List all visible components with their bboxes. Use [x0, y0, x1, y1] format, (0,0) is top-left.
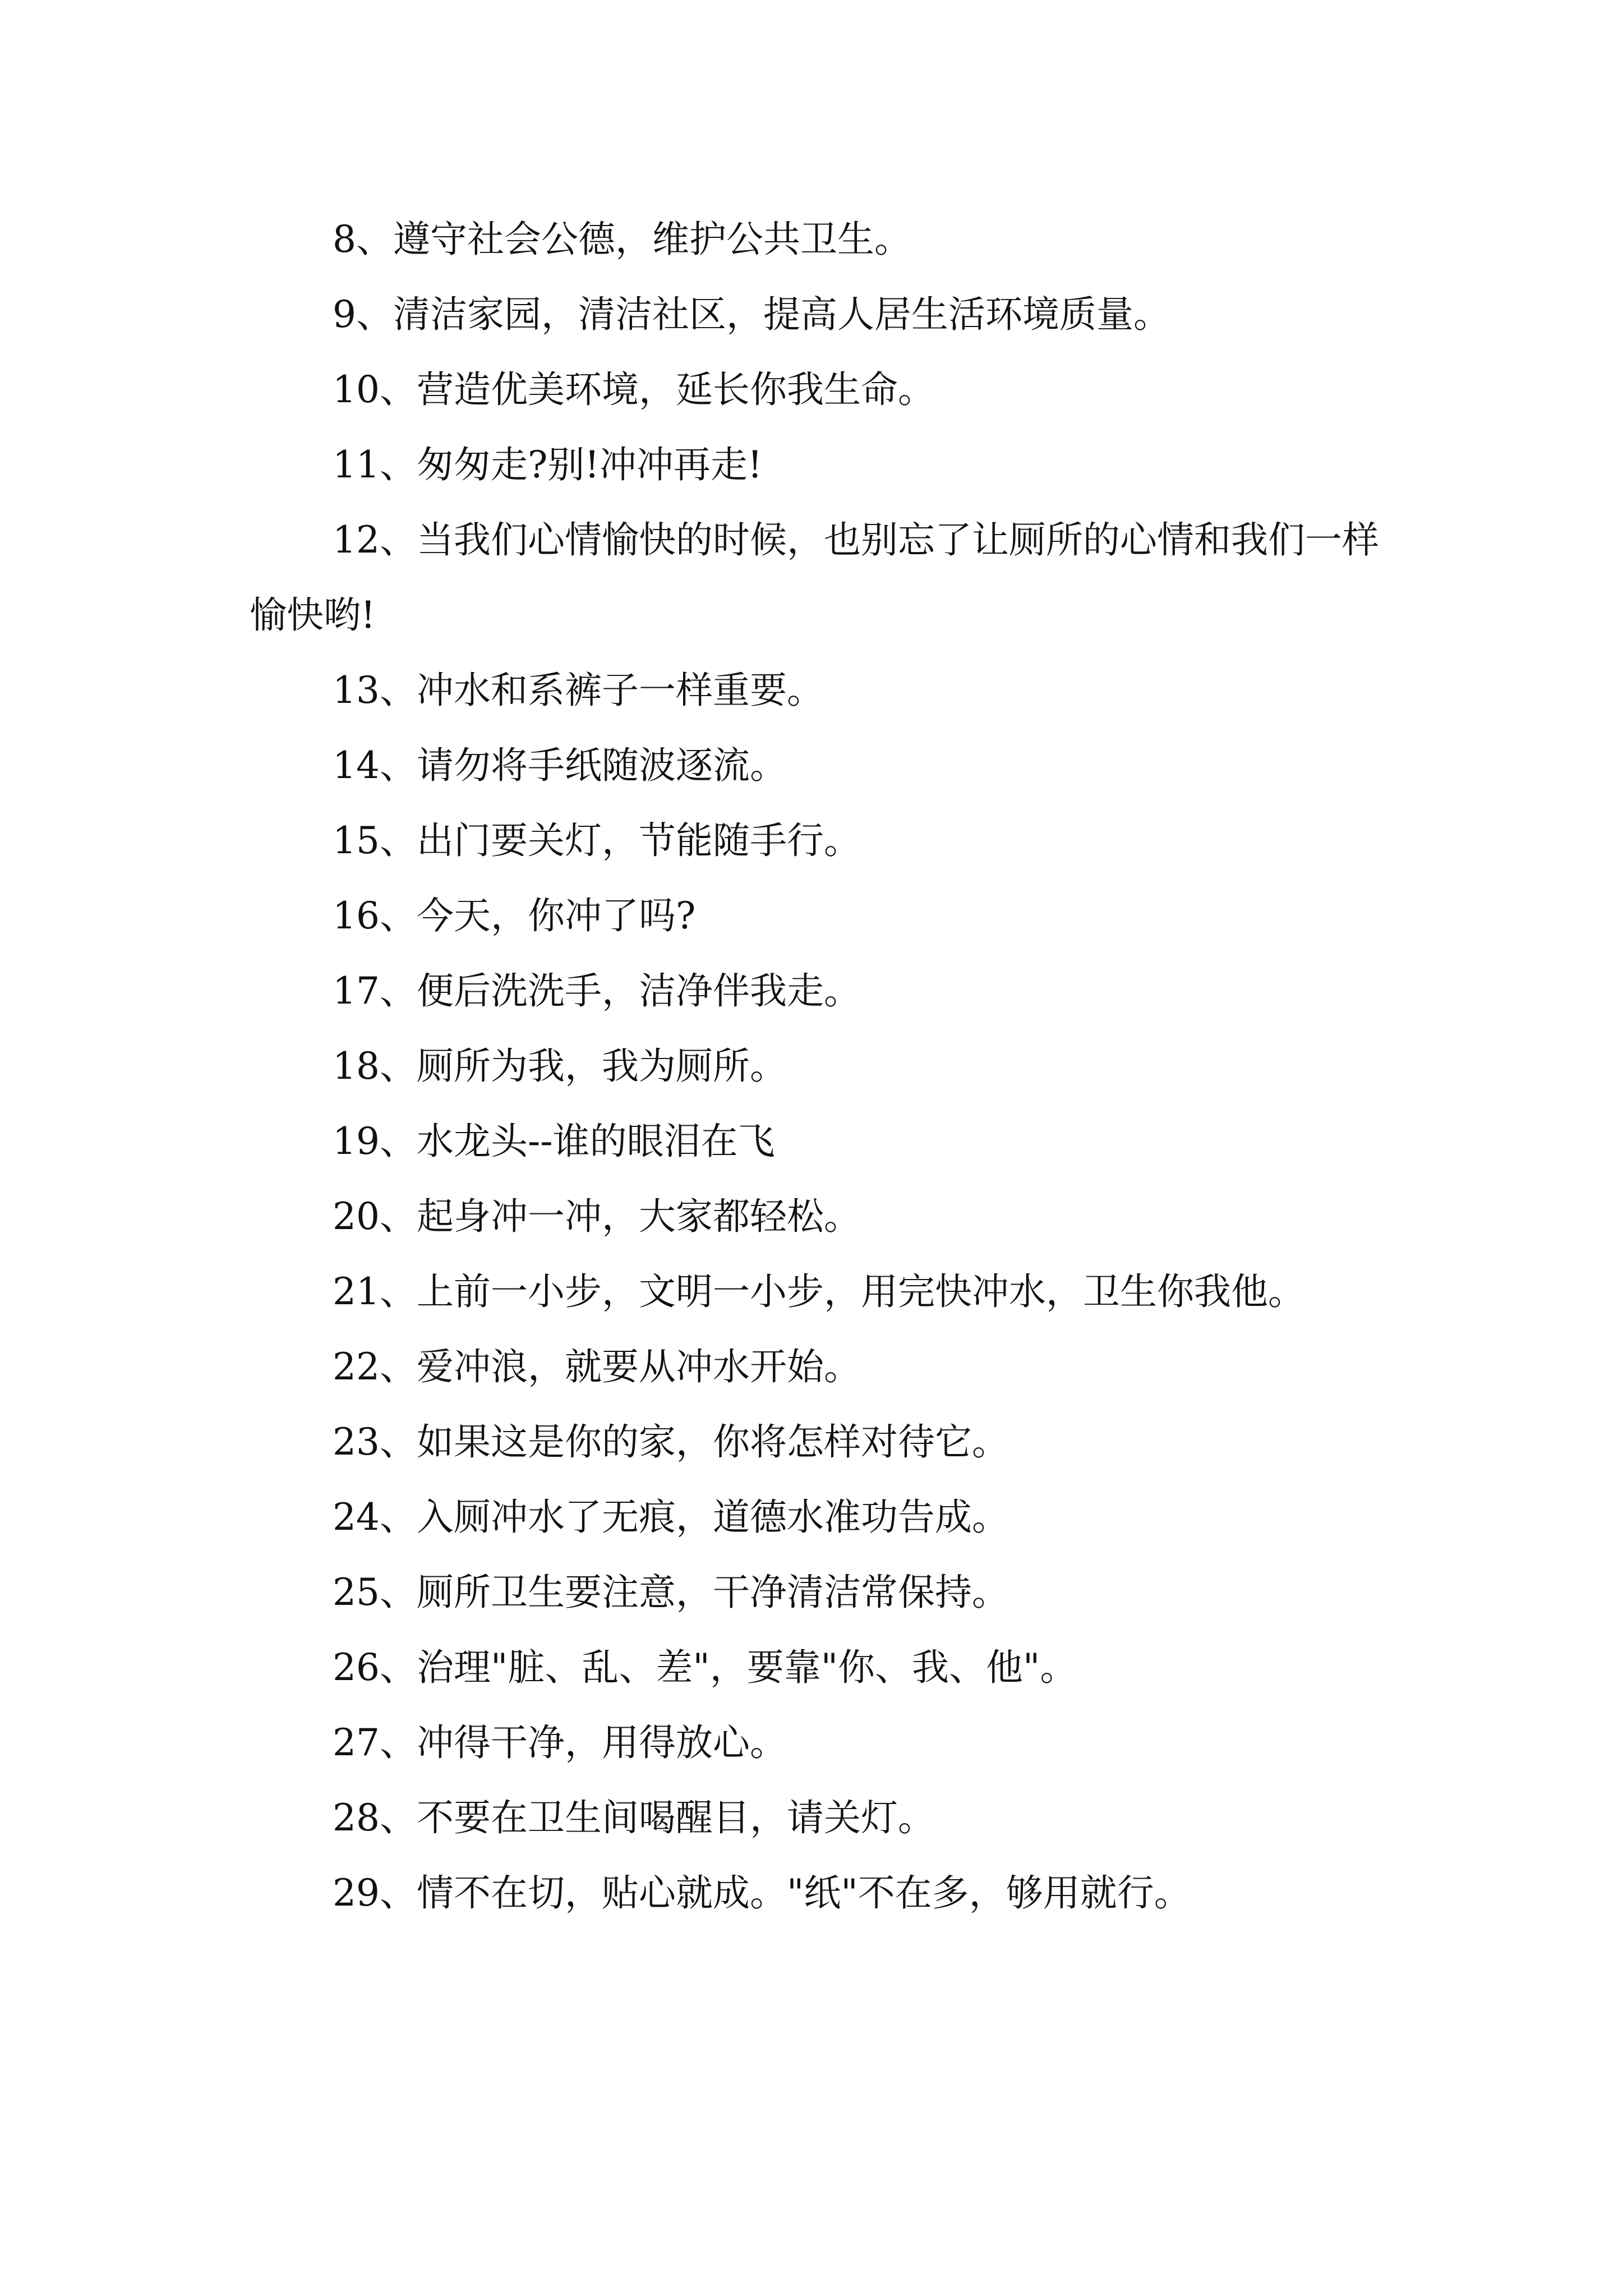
- list-item: 17、便后洗洗手，洁净伴我走。: [333, 969, 861, 1013]
- list-item: 10、营造优美环境，延长你我生命。: [333, 368, 935, 411]
- list-item: 8、遵守社会公德，维护公共卫生。: [333, 218, 911, 261]
- list-item: 22、爱冲浪，就要从冲水开始。: [333, 1345, 861, 1388]
- list-item: 15、出门要关灯，节能随手行。: [333, 819, 861, 862]
- list-item: 9、清洁家园，清洁社区，提高人居生活环境质量。: [333, 293, 1170, 336]
- list-item: 25、厕所卫生要注意，干净清洁常保持。: [333, 1571, 1009, 1614]
- list-item: 19、水龙头--谁的眼泪在飞: [333, 1120, 775, 1163]
- list-item: 29、情不在切，贴心就成。"纸"不在多，够用就行。: [333, 1871, 1191, 1915]
- list-item: 27、冲得干净，用得放心。: [333, 1721, 787, 1764]
- list-item: 21、上前一小步，文明一小步，用完快冲水，卫生你我他。: [333, 1270, 1305, 1313]
- list-item: 24、入厕冲水了无痕，道德水准功告成。: [333, 1496, 1009, 1539]
- list-item: 18、厕所为我，我为厕所。: [333, 1045, 787, 1088]
- list-item: 23、如果这是你的家，你将怎样对待它。: [333, 1420, 1009, 1464]
- list-item: 13、冲水和系裤子一样重要。: [333, 669, 824, 712]
- list-item: 14、请勿将手纸随波逐流。: [333, 744, 787, 787]
- slogan-list: [250, 202, 1388, 1931]
- list-item: 12、当我们心情愉快的时候，也别忘了让厕所的心情和我们一样愉快哟!: [250, 518, 1379, 637]
- list-item: 16、今天，你冲了吗?: [333, 894, 696, 937]
- list-item: 28、不要在卫生间喝醒目，请关灯。: [333, 1796, 935, 1839]
- list-item: 11、匆匆走?别!冲冲再走!: [333, 443, 763, 486]
- list-item: 20、起身冲一冲，大家都轻松。: [333, 1195, 861, 1238]
- list-item: 26、治理"脏、乱、差"，要靠"你、我、他"。: [333, 1646, 1077, 1689]
